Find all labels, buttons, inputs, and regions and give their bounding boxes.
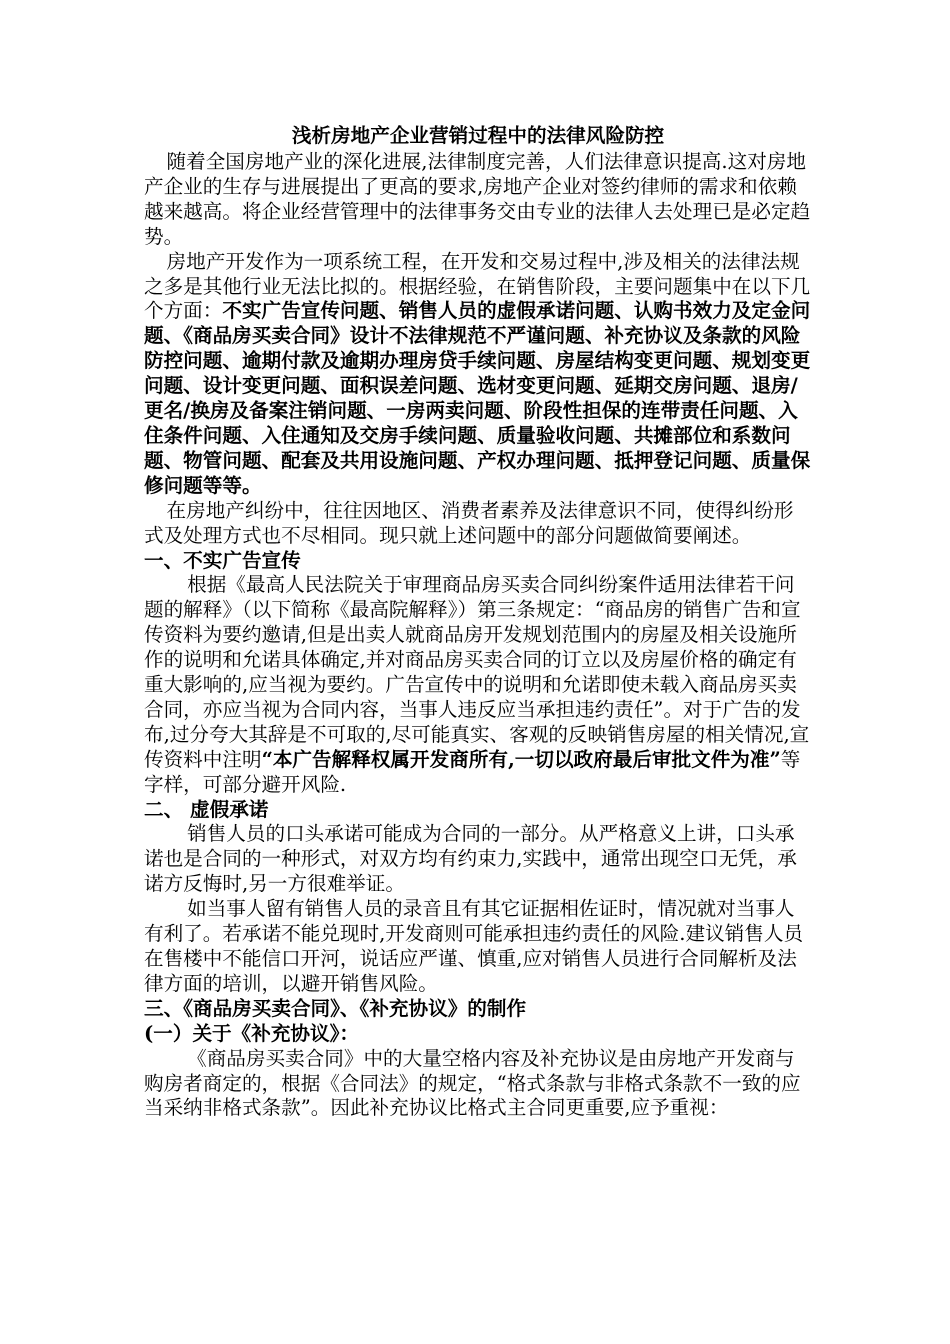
subsection-heading-1: (一）关于《补充协议》：: [144, 1021, 360, 1045]
paragraph-issues-list: 不实广告宣传问题、销售人员的虚假承诺问题、认购书效力及定金问题、《商品房买卖合同》设计不法律规范不严谨问题、补充协议及条款的风险防控问题、逾期付款及逾期办理房贷手续问题、房屋结构变更问题、规划变更问题、设计变更问题、面积误差问题、选材变更问题、延期交房问题、退房/更名/换房及备案注销问题、一房两卖问题、阶段性担保的连带责任问题、入住条件问题、入住通知及交房手续问题、质量验收问题、共摊部位和系数问题、物管问题、配套及共用设施问题、产权办理问题、抵押登记问题、质量保修问题等等。: [144, 299, 811, 497]
paragraph-advertising-tail: 等字样，可部分避开风险.: [144, 747, 801, 796]
paragraph-promise-2: 如当事人留有销售人员的录音且有其它证据相佐证时，情况就对当事人有利了。若承诺不能兑现时,开发商则可能承担违约责任的风险.建议销售人员在售楼中不能信口开河，说话应严谨、慎重,应对销售人员进行合同解析及法律方面的培训，以避开销售风险。: [144, 897, 804, 995]
paragraph-issues-lead: 房地产开发作为一项系统工程，在开发和交易过程中,涉及相关的法律法规之多是其他行业无法比拟的。根据经验，在销售阶段，主要问题集中在以下几个方面：: [144, 249, 811, 323]
paragraph-issues: [144, 250, 812, 499]
section-heading-3: 三、《商品房买卖合同》、《补充协议》的制作: [144, 996, 527, 1020]
document-page: [144, 122, 812, 1121]
paragraph-advertising: [144, 573, 812, 797]
paragraph-disputes: 在房地产纠纷中，往往因地区、消费者素养及法律意识不同，使得纠纷形式及处理方式也不尽相同。现只就上述问题中的部分问题做简要阐述。: [144, 498, 794, 547]
section-heading-1: 一、不实广告宣传: [144, 548, 301, 572]
document-title: 浅析房地产企业营销过程中的法律风险防控: [291, 124, 665, 147]
paragraph-advertising-bold: “本广告解释权属开发商所有,一切以政府最后审批文件为准”: [261, 747, 781, 771]
paragraph-intro: 随着全国房地产业的深化进展,法律制度完善，人们法律意识提高.这对房地产企业的生存与进展提出了更高的要求,房地产企业对签约律师的需求和依赖越来越高。将企业经营管理中的法律事务交由专业的法律人去处理已是必定趋势。: [144, 150, 811, 248]
paragraph-advertising-lead: 根据《最高人民法院关于审理商品房买卖合同纠纷案件适用法律若干问题的解释》（以下简称《最高院解释》）第三条规定：“商品房的销售广告和宣传资料为要约邀请,但是出卖人就商品房开发规划范围内的房屋及相关设施所作的说明和允诺具体确定,并对商品房买卖合同的订立以及房屋价格的确定有重大影响的,应当视为要约。广告宣传中的说明和允诺即使未载入商品房买卖合同，亦应当视为合同内容，当事人违反应当承担违约责任”。对于广告的发布,过分夸大其辞是不可取的,尽可能真实、客观的反映销售房屋的相关情况,宣传资料中注明: [144, 573, 810, 771]
section-heading-2: 二、 虚假承诺: [144, 797, 269, 821]
paragraph-supplement: 《商品房买卖合同》中的大量空格内容及补充协议是由房地产开发商与购房者商定的，根据《合同法》的规定，“格式条款与非格式条款不一致的应当采纳非格式条款”。因此补充协议比格式主合同更重要,应予重视：: [144, 1046, 801, 1120]
paragraph-promise-1: 销售人员的口头承诺可能成为合同的一部分。从严格意义上讲，口头承诺也是合同的一种形式，对双方均有约束力,实践中，通常出现空口无凭，承诺方反悔时,另一方很难举证。: [144, 822, 797, 896]
